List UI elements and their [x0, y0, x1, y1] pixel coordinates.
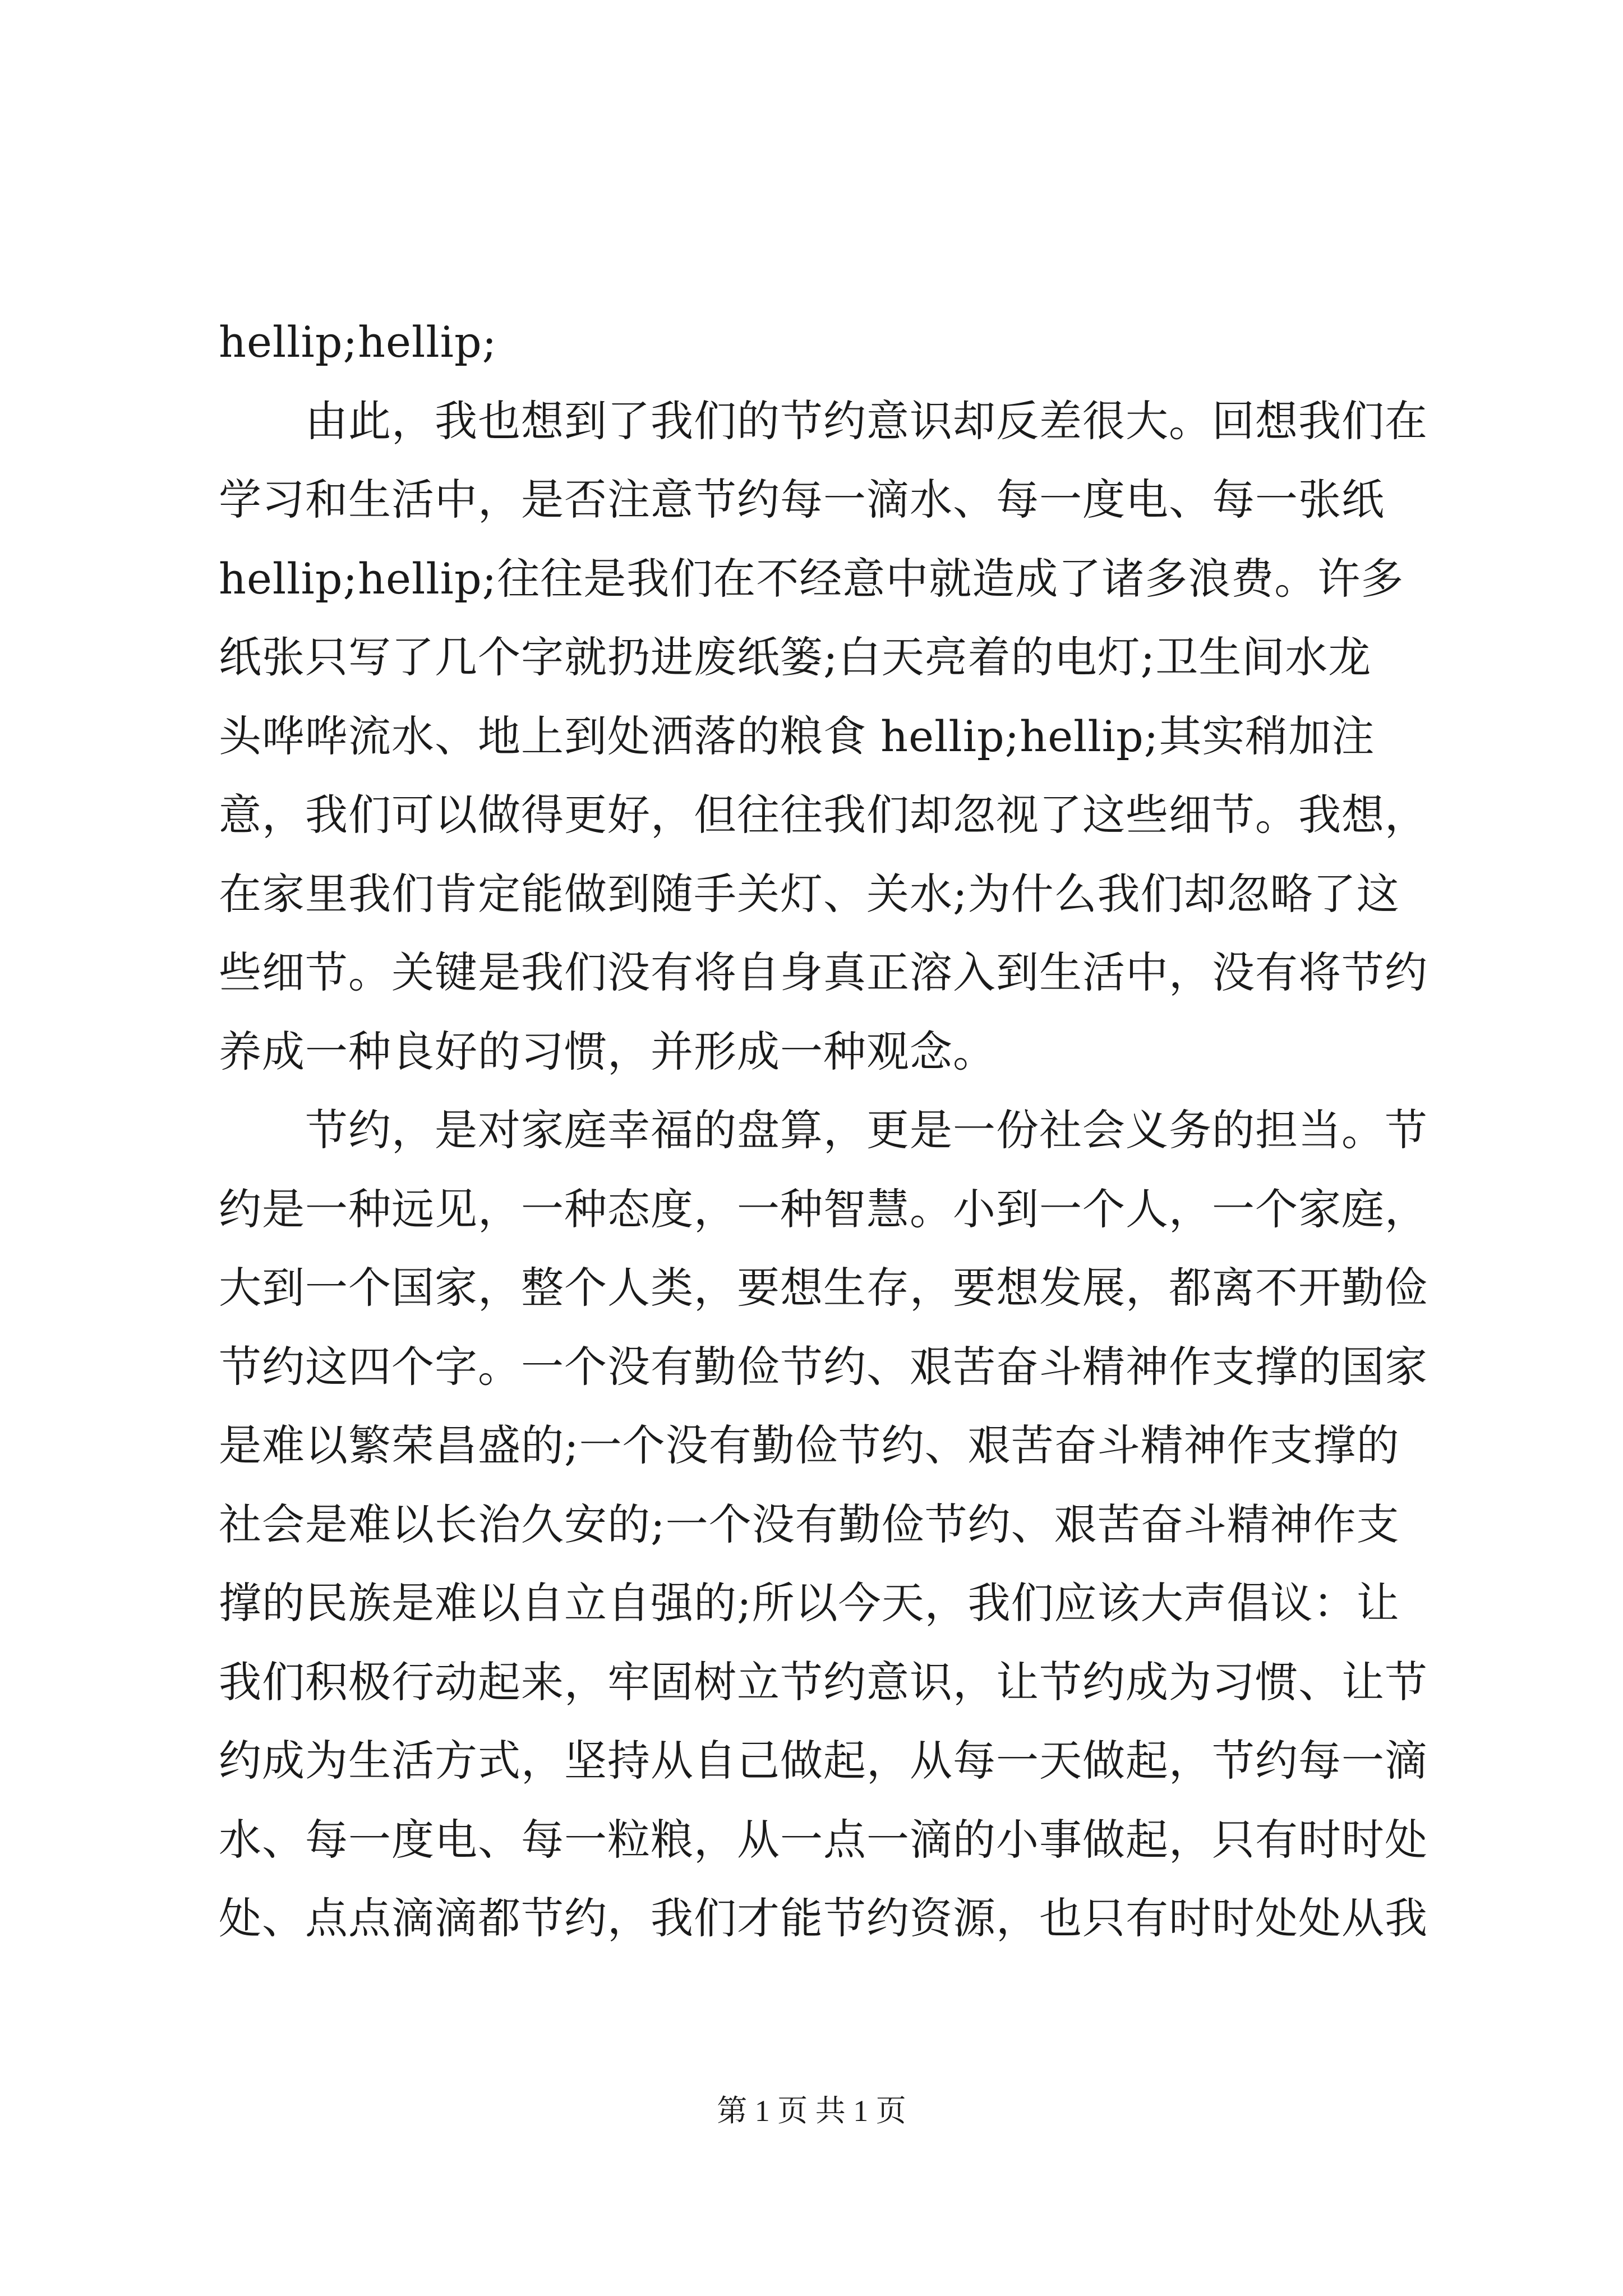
text-line: 在家里我们肯定能做到随手关灯、关水;为什么我们却忽略了这 [219, 868, 1400, 919]
text-line: hellip;hellip;往往是我们在不经意中就造成了诸多浪费。许多 [219, 553, 1404, 604]
text-line: 节约这四个字。一个没有勤俭节约、艰苦奋斗精神作支撑的国家 [219, 1341, 1428, 1392]
text-line: 由此，我也想到了我们的节约意识却反差很大。回想我们在 [219, 395, 1428, 446]
text-line: 养成一种良好的习惯，并形成一种观念。 [219, 1026, 996, 1076]
text-line: hellip;hellip; [219, 317, 497, 367]
text-line: 水、每一度电、每一粒粮，从一点一滴的小事做起，只有时时处 [219, 1814, 1428, 1865]
text-line: 大到一个国家，整个人类，要想生存，要想发展，都离不开勤俭 [219, 1263, 1428, 1313]
text-line: 是难以繁荣昌盛的;一个没有勤俭节约、艰苦奋斗精神作支撑的 [219, 1420, 1400, 1470]
page-number-footer: 第 1 页 共 1 页 [717, 2094, 906, 2128]
text-line: 意，我们可以做得更好，但往往我们却忽视了这些细节。我想， [219, 790, 1428, 840]
text-line: 约是一种远见，一种态度，一种智慧。小到一个人，一个家庭， [219, 1184, 1428, 1234]
document-body [219, 303, 1428, 1958]
text-line: 我们积极行动起来，牢固树立节约意识，让节约成为习惯、让节 [219, 1657, 1428, 1707]
text-line: 学习和生活中，是否注意节约每一滴水、每一度电、每一张纸 [219, 475, 1385, 524]
text-line: 头哗哗流水、地上到处洒落的粮食 hellip;hellip;其实稍加注 [219, 711, 1375, 761]
text-line: 纸张只写了几个字就扔进废纸篓;白天亮着的电灯;卫生间水龙 [219, 632, 1372, 682]
text-line: 社会是难以长治久安的;一个没有勤俭节约、艰苦奋斗精神作支 [219, 1499, 1400, 1549]
text-line: 处、点点滴滴都节约，我们才能节约资源，也只有时时处处从我 [219, 1893, 1428, 1943]
text-line: 撑的民族是难以自立自强的;所以今天，我们应该大声倡议：让 [219, 1578, 1400, 1628]
text-line: 约成为生活方式，坚持从自己做起，从每一天做起，节约每一滴 [219, 1736, 1428, 1786]
text-line: 节约，是对家庭幸福的盘算，更是一份社会义务的担当。节 [219, 1105, 1428, 1155]
text-line: 些细节。关键是我们没有将自身真正溶入到生活中，没有将节约 [219, 947, 1428, 997]
